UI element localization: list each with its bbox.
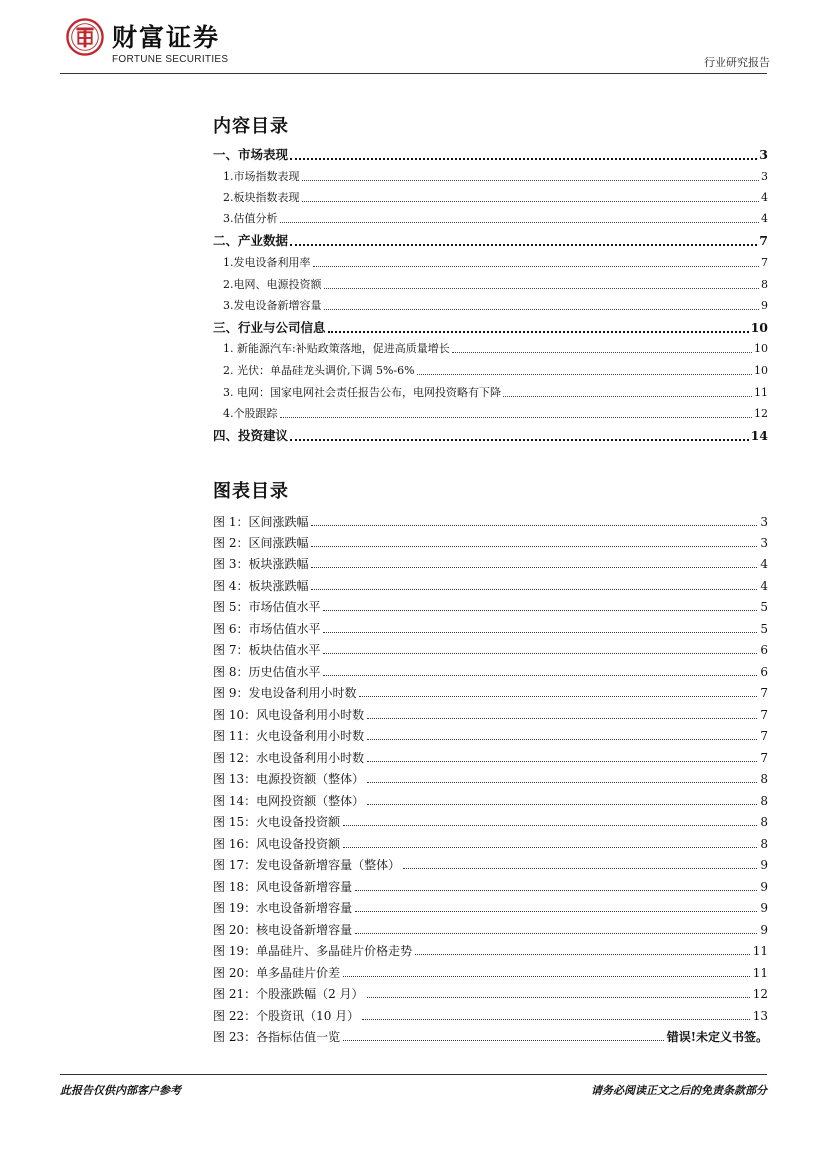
figure-entry[interactable] (213, 921, 768, 939)
toc-entry-page: 8 (761, 278, 768, 291)
figure-entry-label: 图 20：单多晶硅片价差 (213, 966, 341, 980)
leader-dots (302, 180, 760, 181)
toc-entry-label: 一、市场表现 (213, 147, 289, 162)
toc-entry-label: 2. 光伏：单晶硅龙头调价,下调 5%-6% (223, 364, 415, 377)
toc-entry-label: 二、产业数据 (213, 233, 289, 248)
toc-entry[interactable] (213, 385, 768, 401)
toc-entry[interactable] (213, 233, 768, 249)
toc-entry[interactable] (213, 190, 768, 206)
toc-entry-page: 10 (754, 342, 768, 355)
figure-entry-page: 6 (760, 643, 768, 657)
figure-entry-label: 图 8：历史估值水平 (213, 665, 321, 679)
toc-entry[interactable] (213, 277, 768, 293)
figure-entry-page: 13 (752, 1009, 768, 1023)
toc-entry-page: 11 (754, 386, 768, 399)
leader-dots (355, 890, 757, 891)
leader-dots (311, 589, 757, 590)
leader-dots (302, 201, 760, 202)
leader-dots (324, 309, 760, 310)
leader-dots (362, 1019, 750, 1020)
figure-entry[interactable] (213, 513, 768, 531)
leader-dots (367, 718, 757, 719)
leader-dots (280, 417, 753, 418)
toc-entry-page: 14 (750, 428, 768, 443)
figure-entry-page: 错误!未定义书签。 (666, 1030, 768, 1044)
figure-entry-page: 9 (760, 858, 768, 872)
leader-dots (415, 954, 750, 955)
toc-entry-page: 7 (761, 256, 768, 269)
toc-entry[interactable] (213, 211, 768, 227)
figure-entry-page: 3 (760, 536, 768, 550)
figure-entry[interactable] (213, 942, 768, 960)
leader-dots (355, 933, 757, 934)
figure-entry-label: 图 10：风电设备利用小时数 (213, 708, 365, 722)
leader-dots (343, 847, 757, 848)
toc-entry[interactable] (213, 341, 768, 357)
figure-entry[interactable] (213, 856, 768, 874)
toc-entry-page: 3 (759, 147, 768, 162)
toc-title: 内容目录 (213, 116, 289, 137)
fortune-securities-logo-icon (66, 18, 104, 56)
figure-entry-label: 图 2：区间涨跌幅 (213, 536, 309, 550)
leader-dots (343, 825, 757, 826)
leader-dots (290, 439, 749, 441)
leader-dots (355, 911, 757, 912)
leader-dots (323, 632, 757, 633)
figure-entry[interactable] (213, 684, 768, 702)
toc-entry[interactable] (213, 406, 768, 422)
leader-dots (311, 525, 757, 526)
figure-entry[interactable] (213, 964, 768, 982)
leader-dots (367, 739, 757, 740)
figure-entry-page: 7 (760, 729, 768, 743)
toc-entry-page: 9 (761, 299, 768, 312)
figure-entry[interactable] (213, 620, 768, 638)
header-divider (60, 73, 767, 74)
toc-entry-label: 三、行业与公司信息 (213, 320, 326, 335)
figure-entry-page: 9 (760, 923, 768, 937)
figure-entry-label: 图 14：电网投资额（整体） (213, 794, 365, 808)
figure-entry-page: 8 (760, 815, 768, 829)
leader-dots (311, 546, 757, 547)
figure-entry[interactable] (213, 770, 768, 788)
figure-entry-label: 图 5：市场估值水平 (213, 600, 321, 614)
leader-dots (417, 374, 752, 375)
figure-entry-label: 图 3：板块涨跌幅 (213, 557, 309, 571)
leader-dots (367, 782, 757, 783)
report-type: 行业研究报告 (704, 56, 770, 69)
toc-entry[interactable] (213, 147, 768, 163)
toc-entry[interactable] (213, 255, 768, 271)
figure-entry-page: 9 (760, 901, 768, 915)
figure-entry-label: 图 7：板块估值水平 (213, 643, 321, 657)
figure-entry[interactable] (213, 555, 768, 573)
leader-dots (328, 331, 749, 333)
leader-dots (343, 1040, 664, 1041)
toc-entry-label: 2.板块指数表现 (223, 191, 300, 204)
figure-entry[interactable] (213, 598, 768, 616)
leader-dots (290, 158, 757, 160)
figure-entry-label: 图 17：发电设备新增容量（整体） (213, 858, 401, 872)
figure-entry[interactable] (213, 641, 768, 659)
figure-entry[interactable] (213, 663, 768, 681)
leader-dots (323, 675, 757, 676)
leader-dots (367, 761, 757, 762)
figure-entry[interactable] (213, 706, 768, 724)
toc-entry[interactable] (213, 298, 768, 314)
figure-entry-page: 5 (760, 600, 768, 614)
leader-dots (313, 266, 760, 267)
toc-entry-label: 1.发电设备利用率 (223, 256, 311, 269)
leader-dots (403, 868, 757, 869)
toc-entry-label: 2.电网、电源投资额 (223, 278, 322, 291)
figure-entry-label: 图 15：火电设备投资额 (213, 815, 341, 829)
toc-entry-label: 3.发电设备新增容量 (223, 299, 322, 312)
leader-dots (503, 396, 752, 397)
figure-entry[interactable] (213, 1028, 768, 1046)
figure-entry-label: 图 12：水电设备利用小时数 (213, 751, 365, 765)
figure-entry[interactable] (213, 1007, 768, 1025)
leader-dots (311, 567, 757, 568)
figure-entry-page: 7 (760, 751, 768, 765)
toc-entry-label: 四、投资建议 (213, 428, 289, 443)
figure-entry[interactable] (213, 835, 768, 853)
toc-entry-label: 4.个股跟踪 (223, 407, 278, 420)
leader-dots (323, 610, 757, 611)
footer-internal-note: 此报告仅供内部客户参考 (60, 1084, 181, 1097)
figure-entry-label: 图 16：风电设备投资额 (213, 837, 341, 851)
figure-entry-page: 11 (752, 944, 768, 958)
leader-dots (343, 976, 750, 977)
footer-disclaimer-note: 请务必阅读正文之后的免责条款部分 (591, 1084, 767, 1097)
toc-entry-label: 1.市场指数表现 (223, 170, 300, 183)
leader-dots (323, 653, 757, 654)
figure-entry-label: 图 18：风电设备新增容量 (213, 880, 353, 894)
figure-entry-page: 7 (760, 708, 768, 722)
figure-entry-page: 8 (760, 772, 768, 786)
toc-entry-label: 3.估值分析 (223, 212, 278, 225)
figure-entry-page: 5 (760, 622, 768, 636)
toc-entry-page: 4 (761, 191, 768, 204)
figure-entry-label: 图 19：单晶硅片、多晶硅片价格走势 (213, 944, 413, 958)
figure-entry-page: 6 (760, 665, 768, 679)
figure-entry-label: 图 21：个股涨跌幅（2 月） (213, 987, 364, 1001)
toc-entry-page: 12 (754, 407, 768, 420)
figure-entry[interactable] (213, 985, 768, 1003)
toc-entry[interactable] (213, 363, 768, 379)
toc-entry-label: 3. 电网：国家电网社会责任报告公布，电网投资略有下降 (223, 386, 501, 399)
figure-entry-label: 图 4：板块涨跌幅 (213, 579, 309, 593)
leader-dots (367, 804, 757, 805)
figure-entry[interactable] (213, 749, 768, 767)
figure-entry[interactable] (213, 878, 768, 896)
figure-entry-page: 7 (760, 686, 768, 700)
figure-entry[interactable] (213, 577, 768, 595)
figure-entry-page: 4 (760, 579, 768, 593)
brand-english-name: FORTUNE SECURITIES (112, 54, 229, 65)
leader-dots (290, 244, 757, 246)
figure-entry[interactable] (213, 727, 768, 745)
figure-entry-label: 图 19：水电设备新增容量 (213, 901, 353, 915)
figure-entry-page: 3 (760, 515, 768, 529)
figure-list-title: 图表目录 (213, 481, 289, 502)
page-header (0, 0, 827, 80)
figure-entry-label: 图 1：区间涨跌幅 (213, 515, 309, 529)
toc-entry-page: 10 (750, 320, 768, 335)
figure-entry-label: 图 6：市场估值水平 (213, 622, 321, 636)
figure-entry-page: 4 (760, 557, 768, 571)
leader-dots (359, 696, 757, 697)
toc-entry-page: 10 (754, 364, 768, 377)
leader-dots (452, 352, 752, 353)
leader-dots (324, 288, 760, 289)
toc-entry[interactable] (213, 320, 768, 336)
figure-entry-page: 8 (760, 794, 768, 808)
figure-entry-label: 图 22：个股资讯（10 月） (213, 1009, 360, 1023)
footer-divider (60, 1074, 767, 1075)
figure-entry[interactable] (213, 534, 768, 552)
figure-entry-page: 11 (752, 966, 768, 980)
toc-entry-page: 7 (759, 233, 768, 248)
toc-entry-page: 3 (761, 170, 768, 183)
figure-entry-page: 8 (760, 837, 768, 851)
toc-entry-label: 1. 新能源汽车:补贴政策落地，促进高质量增长 (223, 342, 450, 355)
figure-entry-label: 图 9：发电设备利用小时数 (213, 686, 357, 700)
figure-entry[interactable] (213, 899, 768, 917)
figure-entry-label: 图 13：电源投资额（整体） (213, 772, 365, 786)
toc-entry[interactable] (213, 169, 768, 185)
figure-entry-label: 图 11：火电设备利用小时数 (213, 729, 365, 743)
toc-entry[interactable] (213, 428, 768, 444)
figure-entry-label: 图 20：核电设备新增容量 (213, 923, 353, 937)
leader-dots (280, 222, 760, 223)
figure-entry[interactable] (213, 792, 768, 810)
figure-entry[interactable] (213, 813, 768, 831)
leader-dots (367, 997, 750, 998)
figure-entry-label: 图 23：各指标估值一览 (213, 1030, 341, 1044)
toc-entry-page: 4 (761, 212, 768, 225)
figure-entry-page: 9 (760, 880, 768, 894)
figure-entry-page: 12 (752, 987, 768, 1001)
brand-name: 财富证券 (112, 23, 221, 52)
